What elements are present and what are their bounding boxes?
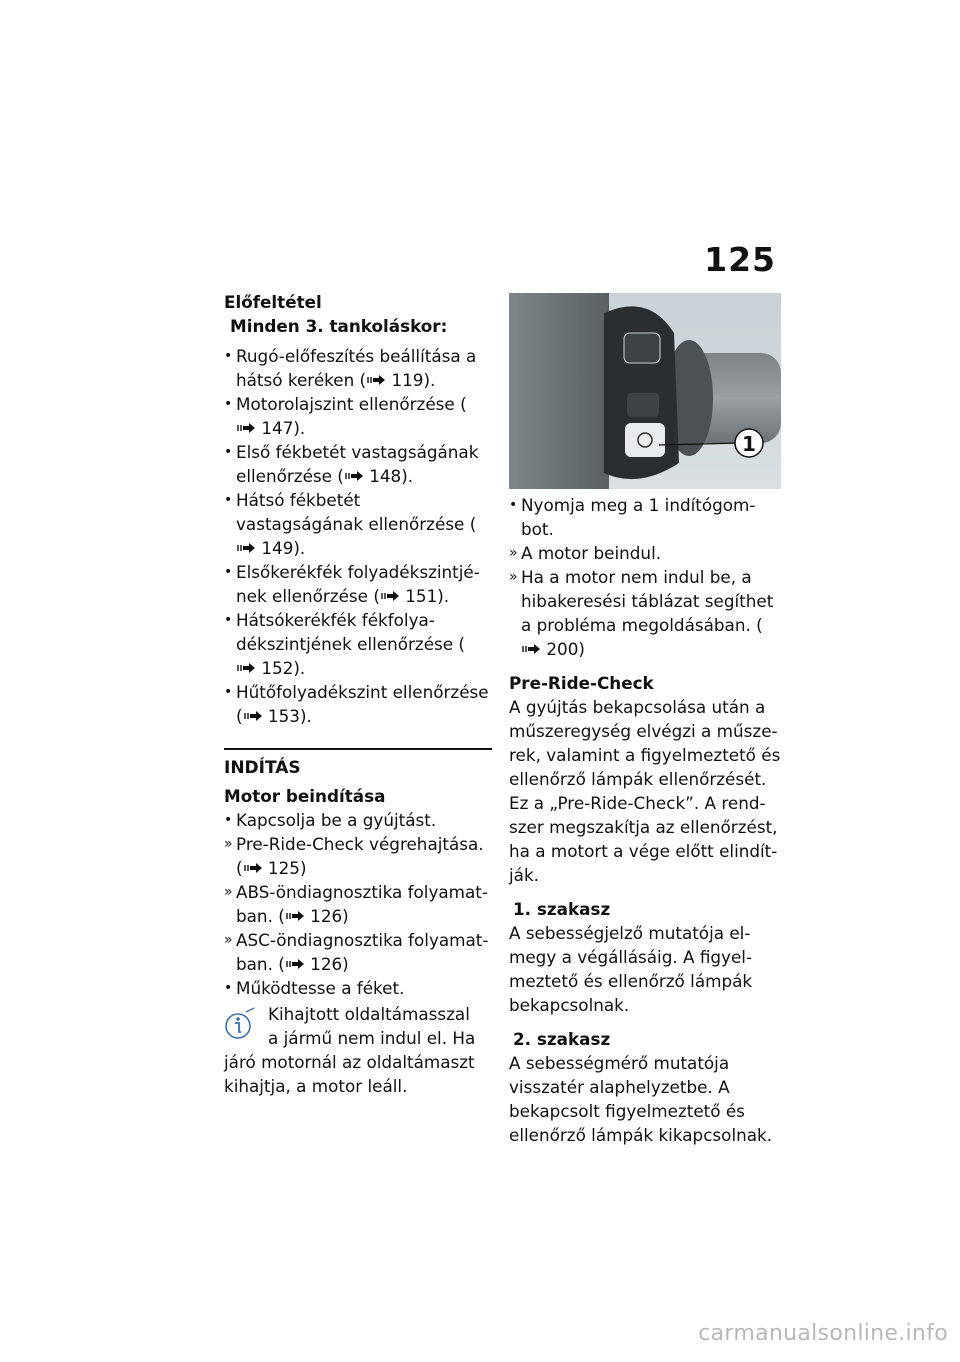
bullet-marker: • [224, 612, 233, 628]
page-reference-link[interactable] [243, 858, 307, 878]
page-reference-number: 148 [369, 466, 402, 486]
page-reference-number: 126 [310, 906, 343, 926]
page-reference-end: ) [299, 858, 307, 878]
list-item-text: Motorolajszint ellenőrzése ( [236, 394, 467, 414]
page-reference-number: 149 [261, 538, 294, 558]
handlebar-switch-photo [509, 293, 781, 489]
stage1-text: A sebességjelző mutatója el- megy a végállásáig. A figyel- meztető és ellenőrző lámpák bekapcsolnak. [509, 923, 753, 1015]
list-item [224, 392, 492, 440]
left-column [224, 290, 492, 1098]
watermark: carmanualsonline.info [698, 1321, 948, 1346]
section-title: INDÍTÁS [224, 758, 301, 778]
bullet-marker: • [224, 564, 233, 580]
result-marker: » [224, 836, 233, 852]
prc-text: A gyújtás bekapcsolása után a műszeregység elvégzi a műsze- rek, valamint a figyelmeztető és ellenőrző lámpák ellenőrzését. Ez a „Pre-Ride-Check”. A rend- szer megszakítja az ellenőrzést, ha a motort a vége előtt elindít- ják. [509, 697, 781, 885]
info-note [224, 1002, 492, 1098]
list-item-text: Kapcsolja be a gyújtást. [236, 810, 437, 830]
list-item [224, 808, 492, 832]
page-reference-link[interactable] [236, 418, 305, 438]
list-item-text: Elsőkerékfék folyadékszintjé- nek ellenőrzése ( [236, 562, 480, 606]
list-item-text: Működtesse a féket. [236, 978, 405, 998]
page-reference-link[interactable] [285, 954, 349, 974]
bullet-marker: • [509, 497, 518, 513]
result-marker: » [509, 569, 518, 585]
page-reference-end: ) [342, 906, 349, 926]
stage1-title: 1. szakasz [513, 899, 611, 919]
prerequisite-list [224, 344, 492, 728]
page-reference-number: 125 [267, 858, 300, 878]
page-reference-link[interactable] [243, 706, 312, 726]
page-reference-link[interactable] [366, 370, 435, 390]
list-item-text: Nyomja meg a 1 indítógom- bot. [521, 495, 756, 539]
prerequisite-subtitle: Minden 3. tankoláskor: [230, 316, 448, 336]
page-reference-number: 147 [261, 418, 294, 438]
stage2-text: A sebességmérő mutatója visszatér alaphelyzetbe. A bekapcsolt figyelmeztető és ellenőrző lámpák kikapcsolnak. [509, 1053, 773, 1145]
page-reference-arrow-icon [236, 660, 256, 676]
page-reference-arrow-icon [285, 956, 305, 972]
list-item-text: Hátsókerékfék fékfolya- dékszintjének ellenőrzése ( [236, 610, 465, 654]
page-reference-link[interactable] [344, 466, 413, 486]
prerequisite-title: Előfeltétel [224, 292, 322, 312]
result-marker: » [224, 884, 233, 900]
list-item [224, 928, 492, 976]
bullet-marker: • [224, 812, 233, 828]
list-item-text: Rugó-előfeszítés beállítása a hátsó keréken ( [236, 346, 477, 390]
info-line-1: Kihajtott oldaltámasszal [268, 1004, 470, 1024]
page-reference-number: 200 [546, 639, 579, 659]
subsection-title: Motor beindítása [224, 786, 386, 806]
page-reference-arrow-icon [521, 641, 541, 657]
page-number: 125 [704, 240, 776, 279]
bullet-marker: • [224, 444, 233, 460]
list-item [224, 488, 492, 560]
prc-title: Pre-Ride-Check [509, 673, 654, 693]
list-item-text: A motor beindul. [521, 543, 662, 563]
list-item [509, 541, 781, 565]
page-reference-arrow-icon [380, 588, 400, 604]
section-divider [224, 748, 492, 780]
page-reference-arrow-icon [243, 708, 263, 724]
page-reference-link[interactable] [236, 538, 305, 558]
result-marker: » [224, 932, 233, 948]
list-item [224, 608, 492, 680]
page-reference-arrow-icon [344, 468, 364, 484]
list-item-text: Pre-Ride-Check végrehajtása. ( [236, 834, 484, 878]
list-item-text: ASC-öndiagnosztika folyamat- ban. ( [236, 930, 489, 974]
page-reference-arrow-icon [243, 860, 263, 876]
list-item-text: Első fékbetét vastagságának ellenőrzése ( [236, 442, 479, 486]
page-reference-number: 119 [391, 370, 424, 390]
list-item [509, 565, 781, 661]
info-icon [224, 1006, 260, 1042]
start-steps-list [224, 808, 492, 1000]
page-reference-arrow-icon [366, 372, 386, 388]
page-reference-number: 153 [267, 706, 300, 726]
callout-label: 1 [742, 432, 756, 456]
handlebar-switch-illustration [509, 293, 781, 489]
page-reference-arrow-icon [236, 420, 256, 436]
bullet-marker: • [224, 980, 233, 996]
list-item [224, 680, 492, 728]
page-reference-end: ). [423, 370, 436, 390]
info-line-rest: járó motornál az oldaltámaszt kihajtja, a motor leáll. [224, 1052, 475, 1096]
list-item [224, 344, 492, 392]
list-item-text: Hátsó fékbetét vastagságának ellenőrzése ( [236, 490, 477, 534]
list-item-text: Hűtőfolyadékszint ellenőrzése ( [236, 682, 489, 726]
bullet-marker: • [224, 348, 233, 364]
right-steps-list [509, 493, 781, 661]
page-reference-number: 152 [261, 658, 294, 678]
page-reference-end: ) [342, 954, 349, 974]
page-reference-end: ). [401, 466, 414, 486]
stage2-title: 2. szakasz [513, 1029, 611, 1049]
page-reference-end: ). [299, 706, 312, 726]
list-item [224, 880, 492, 928]
list-item [224, 976, 492, 1000]
page-reference-link[interactable] [236, 658, 305, 678]
list-item [224, 560, 492, 608]
bullet-marker: • [224, 492, 233, 508]
list-item-text: ABS-öndiagnosztika folyamat- ban. ( [236, 882, 488, 926]
page-reference-number: 126 [310, 954, 343, 974]
bullet-marker: • [224, 396, 233, 412]
info-line-2: a jármű nem indul el. Ha [268, 1028, 476, 1048]
page-reference-end: ). [293, 658, 306, 678]
page-reference-arrow-icon [285, 908, 305, 924]
result-marker: » [509, 545, 518, 561]
bullet-marker: • [224, 684, 233, 700]
page-reference-end: ). [437, 586, 450, 606]
page-reference-end: ). [293, 538, 306, 558]
page-reference-link[interactable] [521, 639, 585, 659]
page-reference-link[interactable] [380, 586, 449, 606]
page-reference-link[interactable] [285, 906, 349, 926]
list-item [224, 440, 492, 488]
page-reference-number: 151 [405, 586, 438, 606]
page-reference-end: ) [578, 639, 585, 659]
list-item [224, 832, 492, 880]
right-column [509, 290, 781, 1147]
list-item [509, 493, 781, 541]
page-reference-arrow-icon [236, 540, 256, 556]
list-item-text: Ha a motor nem indul be, a hibakeresési táblázat segíthet a probléma megoldásában. ( [521, 567, 774, 635]
page-reference-end: ). [293, 418, 306, 438]
